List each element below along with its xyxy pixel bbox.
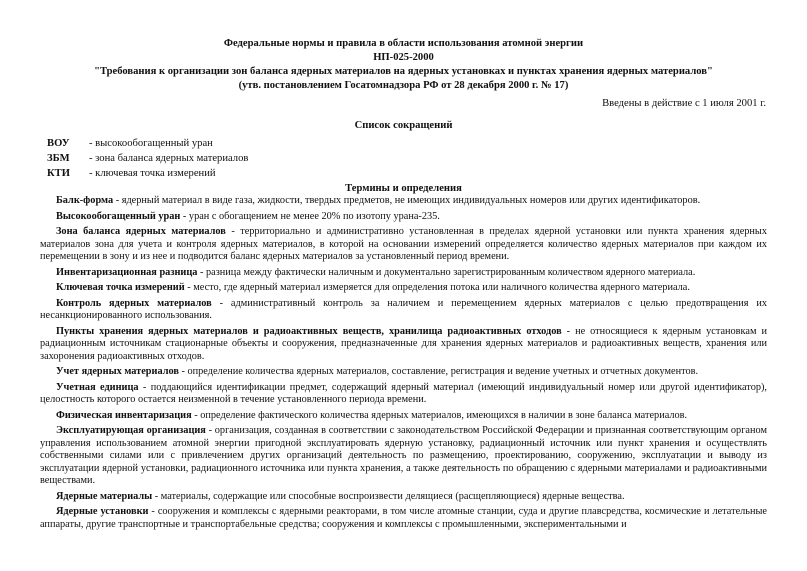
abbreviation-item: [47, 168, 216, 179]
term-definition: [40, 506, 767, 531]
term-definition: [40, 195, 767, 207]
term-text: - не относящиеся к ядерным установкам и радиационным источникам стационарные объекты и сооружения, предназначенные для хранения ядерных материалов и радиоактивных веществ, хранения или захоронения радиоактивных отходов.: [40, 325, 767, 362]
term-name: Учетная единица: [56, 381, 139, 393]
term-definition: [40, 226, 767, 263]
term-definition: [40, 366, 767, 378]
term-text: - организация, созданная в соответствии с законодательством Российской Федерации и признанная соответствующим органом управления использованием атомной энергии пригодной эксплуатировать ядерную установку, радиационный источник или пункт хранения и осуществлять собственными силами или с привлечением других организаций деятельность по размещению, проектированию, сооружению, эксплуатации и выводу из эксплуатации ядерной установки, радиационного источника или пункта хранения, а также деятельность по обращению с ядерными материалами и радиоактивными веществами.: [40, 425, 767, 486]
term-text: - территориально и административно установленная в пределах ядерной установки или пункта хранения ядерных материалов зона для учета и контроля ядерных материалов, в которой на основании измерений определяется количество ядерных материалов при каждом их перемещении в зону и из нее и подводится баланс ядерных материалов за установленный период времени.: [40, 226, 767, 262]
abbreviation-item: [47, 153, 248, 164]
abbreviation-code: КТИ: [47, 168, 70, 179]
term-text: - административный контроль за наличием и перемещением ядерных материалов с целью предотвращения их несанкционированного использования.: [40, 297, 768, 322]
effective-date: Введены в действие с 1 июля 2001 г.: [602, 98, 766, 109]
term-text: - разница между фактически наличным и документально зарегистрированным количеством ядерного материала.: [197, 266, 696, 278]
term-definition: [40, 410, 767, 422]
term-name: Пункты хранения ядерных материалов и радиоактивных веществ, хранилища радиоактивных отходов: [56, 325, 562, 337]
term-definition: [40, 425, 767, 487]
term-name: Балк-форма: [56, 195, 114, 206]
abbreviation-text: - высокообогащенный уран: [89, 138, 213, 149]
term-name: Физическая инвентаризация: [56, 409, 192, 421]
abbreviation-text: - ключевая точка измерений: [89, 168, 216, 179]
term-name: Зона баланса ядерных материалов: [56, 226, 226, 238]
term-name: Учет ядерных материалов: [56, 366, 179, 378]
term-text: - материалы, содержащие или способные воспроизвести делящиеся (расщепляющиеся) ядерные вещества.: [152, 490, 625, 502]
term-name: Контроль ядерных материалов: [56, 297, 212, 309]
term-text: - уран с обогащением не менее 20% по изотопу урана-235.: [180, 210, 440, 222]
term-definition: [40, 382, 767, 407]
document-name: "Требования к организации зон баланса ядерных материалов на ядерных установках и пунктах хранения ядерных материалов": [94, 66, 713, 77]
term-name: Ядерные установки: [56, 506, 149, 518]
term-definition: [40, 326, 767, 363]
terms-list: [40, 195, 767, 534]
abbreviations-title: Список сокращений: [354, 120, 453, 131]
term-name: Ключевая точка измерений: [56, 282, 185, 294]
term-text: - определение количества ядерных материалов, составление, регистрация и ведение учетных и отчетных документов.: [178, 366, 699, 378]
approval-note: (утв. постановлением Госатомнадзора РФ от 28 декабря 2000 г. № 17): [238, 80, 569, 91]
document-code: НП-025-2000: [373, 52, 434, 63]
header-title: Федеральные нормы и правила в области использования атомной энергии: [223, 38, 584, 49]
term-name: Инвентаризационная разница: [56, 266, 198, 278]
abbreviation-code: ЗБМ: [47, 153, 70, 164]
term-name: Высокообогащенный уран: [56, 210, 181, 222]
term-definition: [40, 211, 767, 223]
term-text: - ядерный материал в виде газа, жидкости, твердых предметов, не имеющих индивидуальных номеров или других идентификаторов.: [113, 195, 701, 206]
term-name: Эксплуатирующая организация: [56, 425, 206, 437]
term-text: - поддающийся идентификации предмет, содержащий ядерный материал (имеющий индивидуальный номер или другой идентификатор), целостность которого остается неизменной в течение установленного периода времени.: [40, 381, 767, 406]
term-definition: [40, 282, 767, 294]
abbreviation-text: - зона баланса ядерных материалов: [89, 153, 249, 164]
term-definition: [40, 267, 767, 279]
term-name: Ядерные материалы: [56, 490, 153, 502]
abbreviation-item: [47, 138, 213, 149]
term-definition: [40, 298, 767, 323]
term-text: - определение фактического количества ядерных материалов, имеющихся в наличии в зоне баланса материалов.: [191, 409, 688, 421]
term-text: - сооружения и комплексы с ядерными реакторами, в том числе атомные станции, суда и другие плавсредства, космические и летательные аппараты, другие транспортные и транспортабельные средства; сооружения и комплексы с промышленными, экспериментальными и: [40, 506, 768, 530]
term-text: - место, где ядерный материал измеряется для определения потока или наличного количества ядерного материала.: [184, 282, 690, 294]
term-definition: [40, 491, 767, 503]
abbreviation-code: ВОУ: [47, 138, 70, 149]
terms-title: Термины и определения: [345, 183, 462, 194]
